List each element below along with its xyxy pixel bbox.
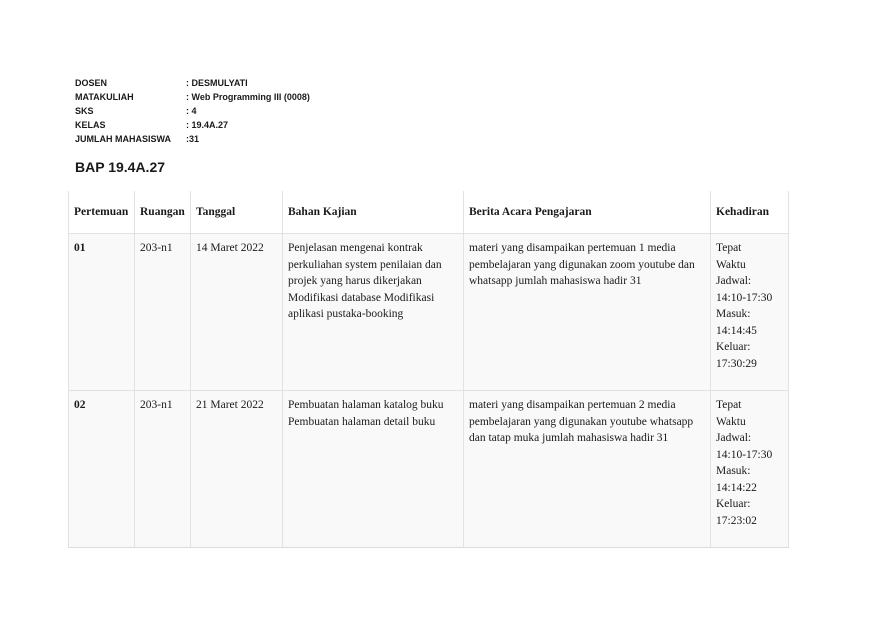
cell-kehadiran [711,234,789,391]
kehadiran-line: 14:10-17:30 [716,291,773,304]
kehadiran-line: Keluar: [716,498,751,510]
jumlah-mahasiswa-row [75,132,310,146]
header-tanggal: Tanggal [191,191,283,234]
kehadiran-line: Waktu [716,415,746,428]
cell-bahan-kajian: Penjelasan mengenai kontrak perkuliahan system penilaian dan projek yang harus dikerjakan Modifikasi database Modifikasi aplikasi pustaka-booking [283,234,464,391]
kehadiran-line: 14:10-17:30 [716,448,773,461]
table-row [69,234,789,391]
kehadiran-line: Masuk: [716,308,751,320]
header-bahan-kajian: Bahan Kajian [283,191,464,234]
kehadiran-line: 14:14:45 [716,324,757,337]
course-info [75,76,310,146]
kehadiran-line: Keluar: [716,341,751,353]
matakuliah-label: MATAKULIAH [75,92,134,102]
kehadiran-line: Tepat [716,399,742,411]
header-kehadiran: Kehadiran [711,191,789,234]
kehadiran-line: Tepat [716,242,742,254]
cell-ruangan: 203-n1 [135,391,191,548]
jumlah-mahasiswa-label: JUMLAH MAHASISWA [75,134,171,144]
kehadiran-line: 17:23:02 [716,514,757,527]
sks-label: SKS [75,106,94,116]
page-title: BAP 19.4A.27 [75,159,166,175]
matakuliah-row [75,90,310,104]
kelas-label: KELAS [75,120,106,130]
table-row [69,391,789,548]
sks-value: : 4 [186,106,197,116]
dosen-label: DOSEN [75,78,108,88]
kelas-row [75,118,310,132]
kehadiran-line: 14:14:22 [716,481,757,494]
jumlah-mahasiswa-value: :31 [186,134,200,144]
kehadiran-line: Masuk: [716,465,751,477]
cell-bahan-kajian: Pembuatan halaman katalog buku Pembuatan halaman detail buku [283,391,464,548]
dosen-row [75,76,310,90]
cell-tanggal: 21 Maret 2022 [191,391,283,548]
kehadiran-line: 17:30:29 [716,357,757,370]
cell-pertemuan: 02 [69,391,135,548]
header-pertemuan: Pertemuan [69,191,135,234]
header-berita-acara: Berita Acara Pengajaran [464,191,711,234]
cell-ruangan: 203-n1 [135,234,191,391]
matakuliah-value: : Web Programming III (0008) [186,92,310,102]
kehadiran-line: Waktu [716,258,746,271]
cell-berita-acara: materi yang disampaikan pertemuan 1 media pembelajaran yang digunakan zoom youtube dan whatsapp jumlah mahasiswa hadir 31 [464,234,711,391]
cell-tanggal: 14 Maret 2022 [191,234,283,391]
sks-row [75,104,310,118]
cell-kehadiran [711,391,789,548]
dosen-value: : DESMULYATI [186,78,248,88]
cell-berita-acara: materi yang disampaikan pertemuan 2 media pembelajaran yang digunakan youtube whatsapp dan tatap muka jumlah mahasiswa hadir 31 [464,391,711,548]
cell-pertemuan: 01 [69,234,135,391]
table-header-row [69,191,789,234]
kelas-value: : 19.4A.27 [186,120,229,130]
bap-table [68,191,789,548]
header-ruangan: Ruangan [135,191,191,234]
kehadiran-line: Jadwal: [716,275,752,287]
kehadiran-line: Jadwal: [716,432,752,444]
